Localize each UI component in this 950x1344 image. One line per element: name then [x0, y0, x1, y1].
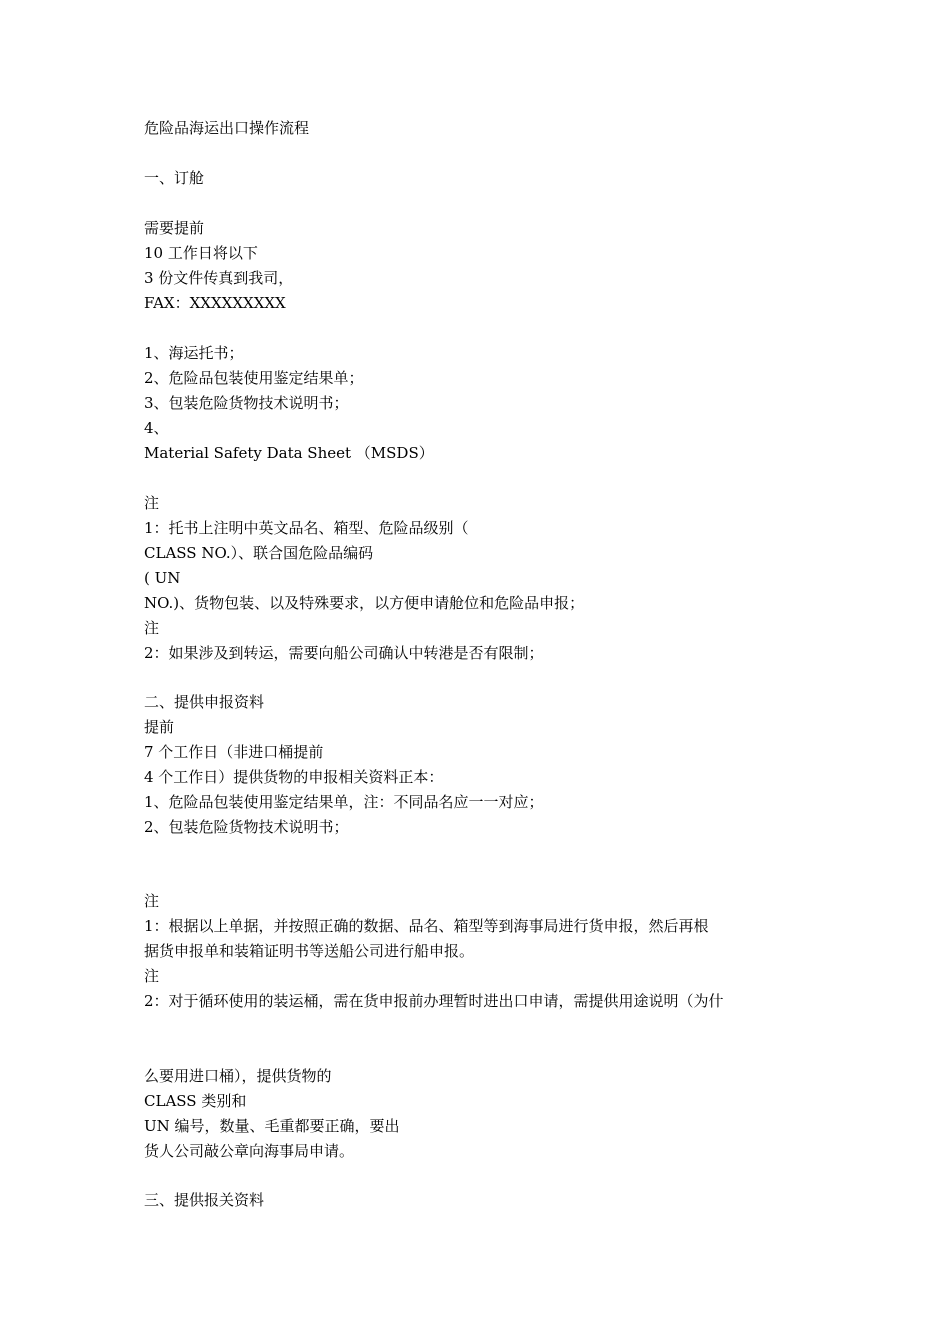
note-text: 货人公司敲公章向海事局申请。	[144, 1142, 355, 1160]
note-text: ( UN	[144, 569, 181, 587]
list-item: 1、危险品包装使用鉴定结果单，注：不同品名应一一对应；	[144, 793, 544, 811]
note-label: 注	[144, 494, 160, 512]
note-text: CLASS NO.）、联合国危险品编码	[144, 544, 374, 562]
note-label: 注	[144, 967, 160, 985]
section-heading-declaration: 二、提供申报资料	[144, 693, 265, 711]
list-item-msds: Material Safety Data Sheet （MSDS）	[144, 444, 434, 462]
note-text: 2：对于循环使用的装运桶，需在货申报前办理暂时进出口申请，需提供用途说明（为什	[144, 992, 724, 1010]
note-label: 注	[144, 619, 160, 637]
text-line: 需要提前	[144, 219, 205, 237]
text-line: 7 个工作日（非进口桶提前	[144, 743, 324, 761]
list-item: 3、包装危险货物技术说明书；	[144, 394, 349, 412]
note-text: NO.)、货物包装、以及特殊要求，以方便申请舱位和危险品申报；	[144, 594, 585, 612]
list-item: 2、包装危险货物技术说明书；	[144, 818, 349, 836]
fax-number: FAX：XXXXXXXXX	[144, 294, 286, 312]
section-heading-customs: 三、提供报关资料	[144, 1191, 265, 1209]
list-item: 2、危险品包装使用鉴定结果单；	[144, 369, 364, 387]
text-line: 4 个工作日）提供货物的申报相关资料正本：	[144, 768, 444, 786]
note-text: UN 编号，数量、毛重都要正确，要出	[144, 1117, 400, 1135]
section-heading-booking: 一、订舱	[144, 169, 205, 187]
note-text: 2：如果涉及到转运，需要向船公司确认中转港是否有限制；	[144, 644, 544, 662]
text-line: 10 工作日将以下	[144, 244, 258, 262]
note-text: 么要用进口桶），提供货物的	[144, 1067, 332, 1085]
note-label: 注	[144, 892, 160, 910]
text-line: 提前	[144, 718, 175, 736]
note-text: 1：根据以上单据，并按照正确的数据、品名、箱型等到海事局进行货申报，然后再根	[144, 917, 709, 935]
list-item: 4、	[144, 419, 169, 437]
note-text: 1：托书上注明中英文品名、箱型、危险品级别（	[144, 519, 469, 537]
text-line: 3 份文件传真到我司，	[144, 269, 294, 287]
note-text: CLASS 类别和	[144, 1092, 247, 1110]
document-title: 危险品海运出口操作流程	[144, 119, 310, 137]
list-item: 1、海运托书；	[144, 344, 244, 362]
note-text: 据货申报单和装箱证明书等送船公司进行船申报。	[144, 942, 475, 960]
